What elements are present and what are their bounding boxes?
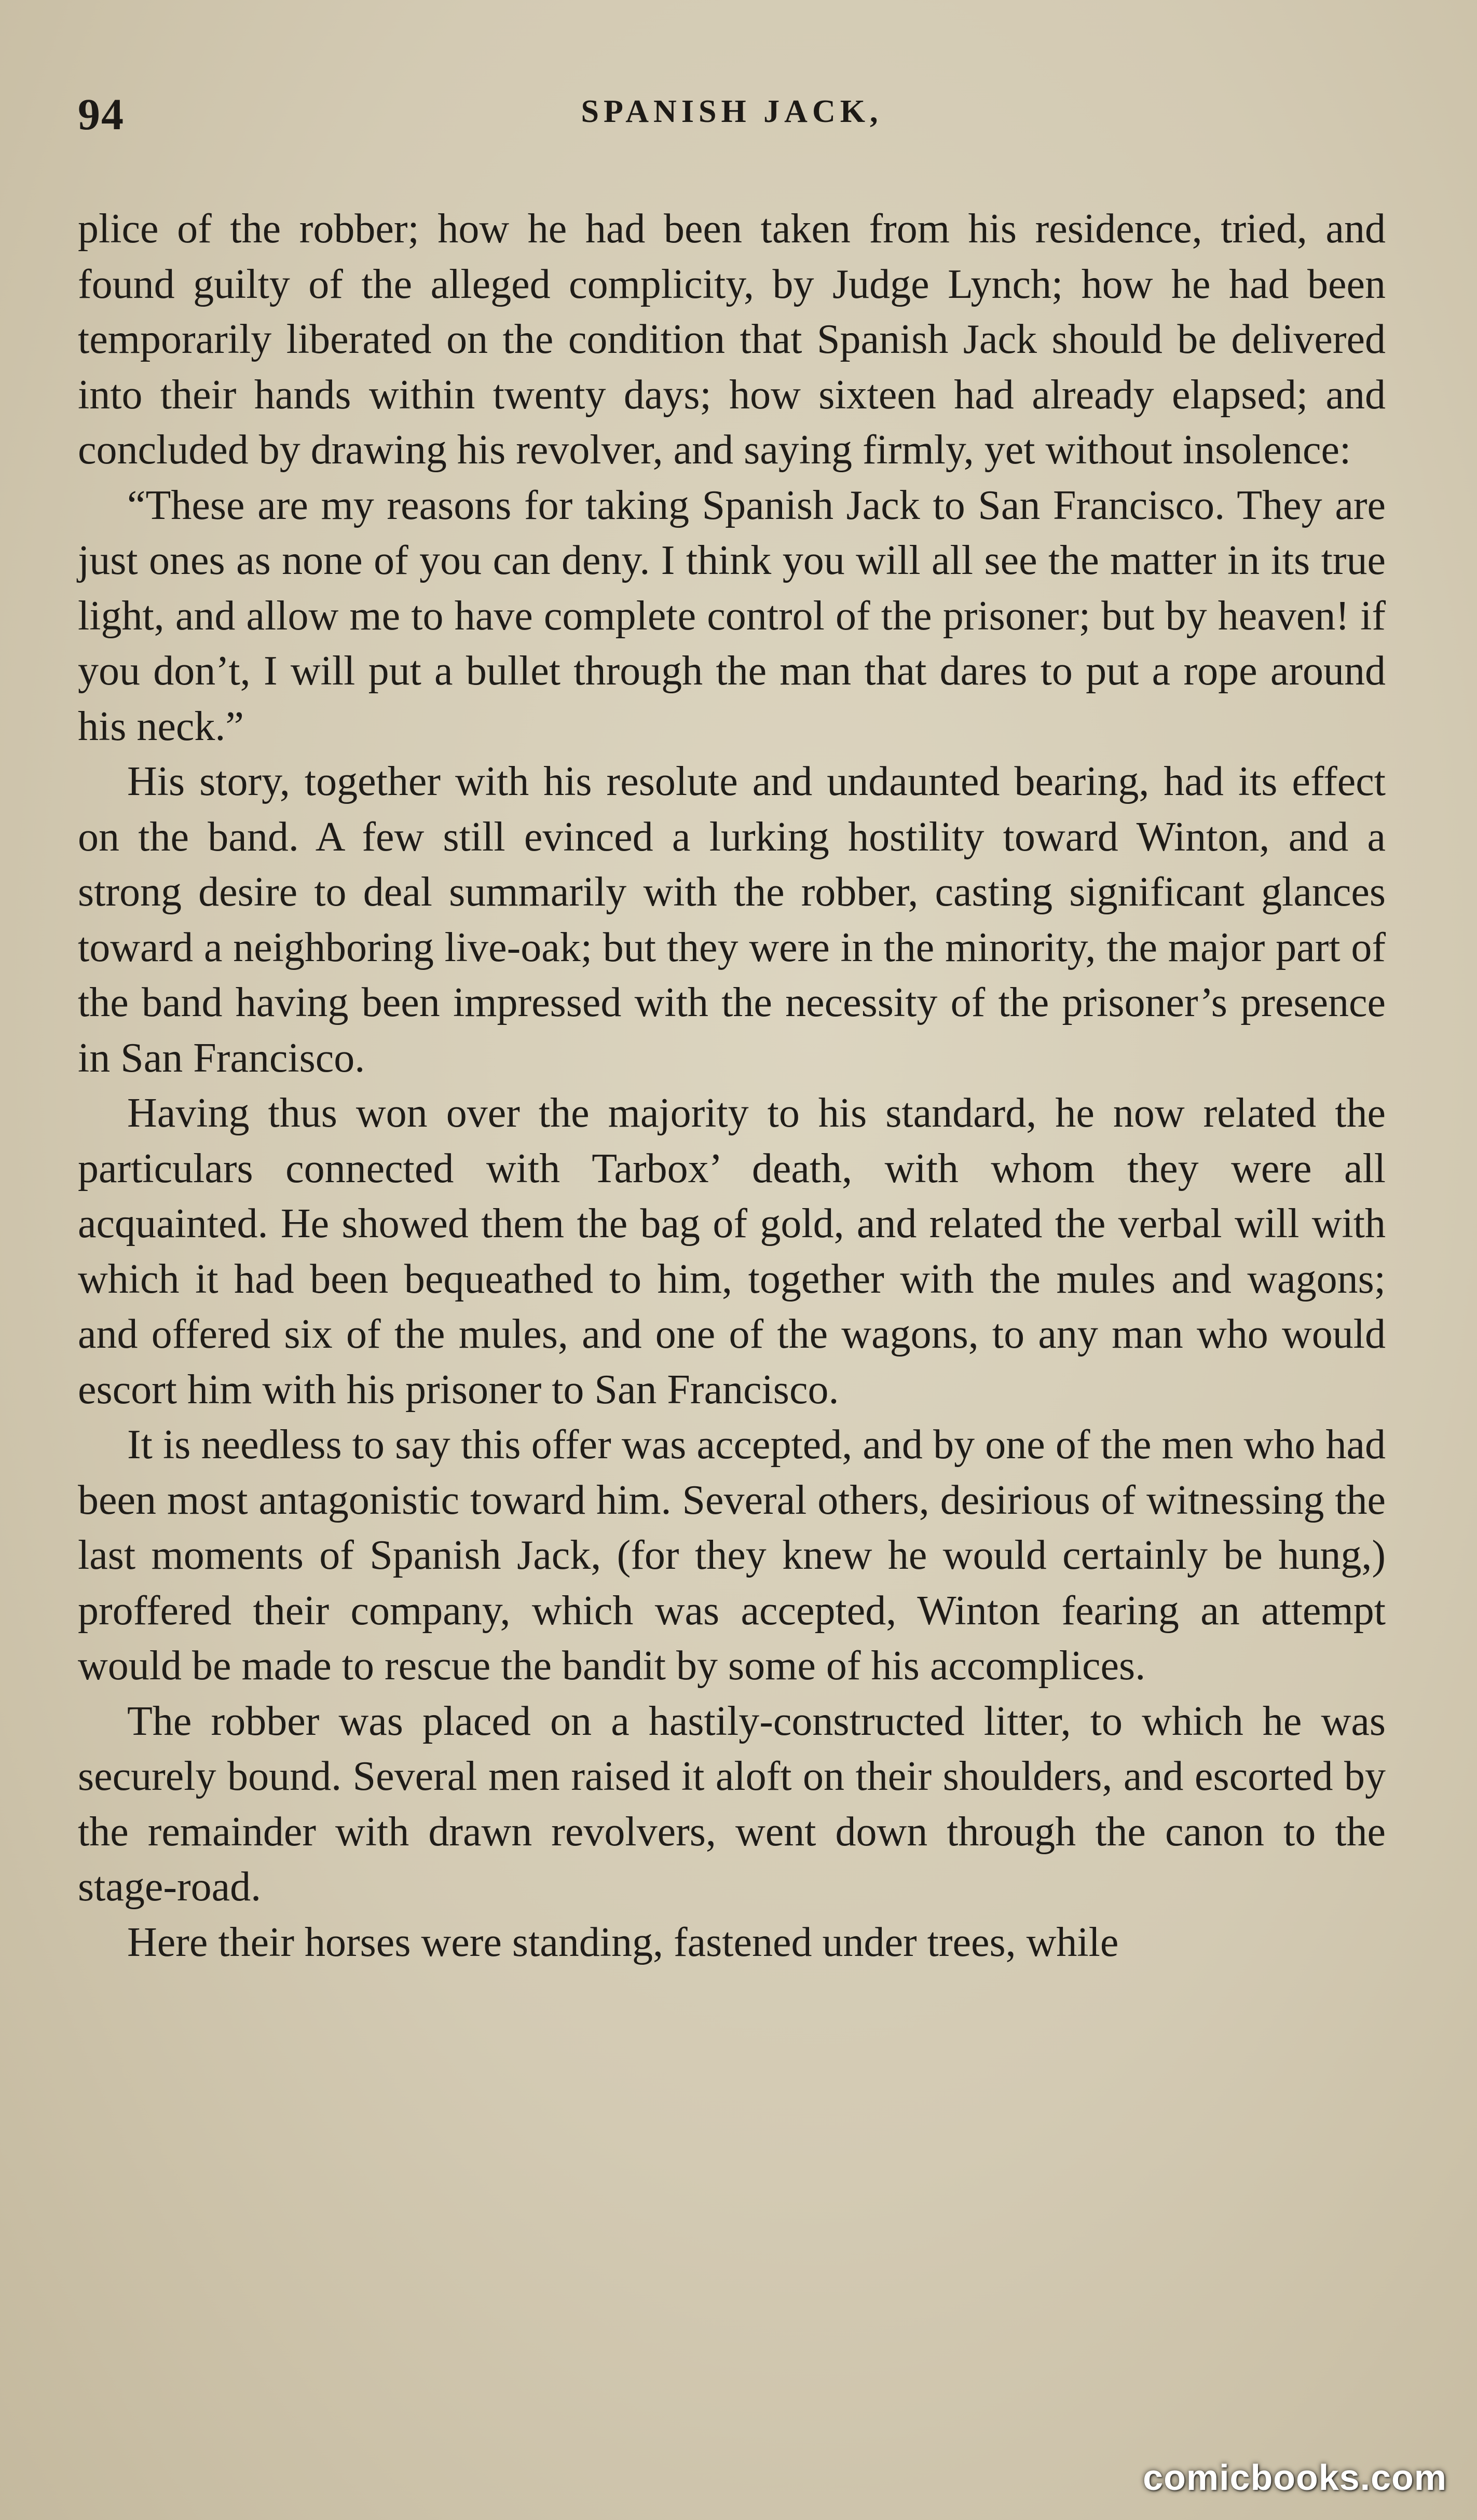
paragraph-6: The robber was placed on a hastily-constructed litter, to which he was securely bound. Several men raised it aloft on their shoulders, and escorted by the remainder with drawn revolvers, went down through the canon to the stage-road. xyxy=(78,1698,1386,1910)
page-number: 94 xyxy=(78,89,125,139)
body-text xyxy=(78,201,1386,1970)
page-header xyxy=(78,88,1386,145)
paragraph-7: Here their horses were standing, fastened under trees, while xyxy=(127,1919,1119,1965)
running-head: SPANISH JACK, xyxy=(581,94,883,129)
paragraph-3: His story, together with his resolute and undaunted bearing, had its effect on the band. A few still evinced a lurking hostility toward Winton, and a strong desire to deal summarily with the robber, casting significant glances toward a neighboring live-oak; but they were in the minority, the major part of the band having been impressed with the necessity of the prisoner’s presence in San Francisco. xyxy=(78,759,1386,1081)
paragraph-2: “These are my reasons for taking Spanish Jack to San Francisco. They are just ones as none of you can deny. I think you will all see the matter in its true light, and allow me to have complete control of the prisoner; but by heaven! if you don’t, I will put a bullet through the man that dares to put a rope around his neck.” xyxy=(78,482,1386,749)
paragraph-1: plice of the robber; how he had been taken from his residence, tried, and found guilty of the alleged complicity, by Judge Lynch; how he had been temporarily liberated on the condition that Spanish Jack should be delivered into their hands within twenty days; how sixteen had already elapsed; and concluded by drawing his revolver, and saying firmly, yet without insolence: xyxy=(78,206,1386,473)
paragraph-4: Having thus won over the majority to his standard, he now related the particulars connected with Tarbox’ death, with whom they were all acquainted. He showed them the bag of gold, and related the verbal will with which it had been bequeathed to him, together with the mules and wagons; and offered six of the mules, and one of the wagons, to any man who would escort him with his prisoner to San Francisco. xyxy=(78,1090,1386,1413)
paragraph-5: It is needless to say this offer was accepted, and by one of the men who had been most antagonistic toward him. Several others, desirious of witnessing the last moments of Spanish Jack, (for they knew he would certainly be hung,) proffered their company, which was accepted, Winton fearing an attempt would be made to rescue the bandit by some of his accomplices. xyxy=(78,1422,1386,1689)
watermark: comicbooks.com xyxy=(1143,2457,1447,2498)
